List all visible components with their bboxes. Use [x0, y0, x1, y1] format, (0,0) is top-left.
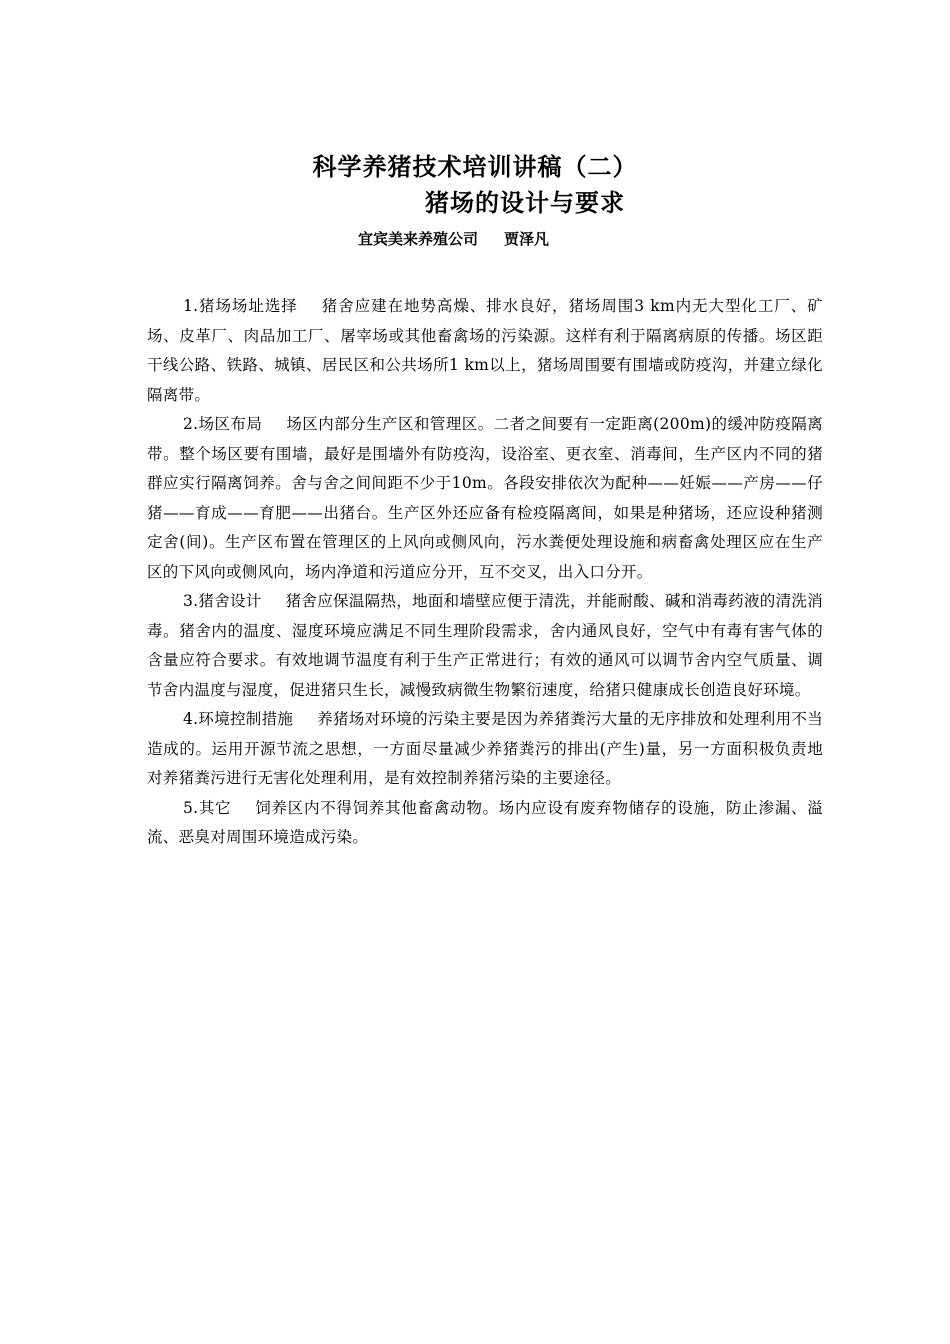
section-text: 养猪场对环境的污染主要是因为养猪粪污大量的无序排放和处理利用不当造成的。运用开源节流之思想，一方面尽量减少养猪粪污的排出(产生)量，另一方面积极负责地对养猪粪污进行无害化处理利用，是有效控制养猪污染的主要途径。 — [147, 710, 823, 787]
document-body — [147, 292, 823, 853]
section-heading: 5.其它 — [183, 798, 232, 817]
section-paragraph — [147, 794, 823, 853]
section-heading: 1.猪场场址选择 — [183, 297, 298, 315]
section-text: 猪舍应保温隔热，地面和墙壁应便于清洗，并能耐酸、碱和消毒药液的清洗消毒。猪舍内的温度、湿度环境应满足不同生理阶段需求，舍内通风良好，空气中有毒有害气体的含量应符合要求。有效地调节温度有利于生产正常进行；有效的通风可以调节舍内空气质量、调节舍内温度与湿度，促进猪只生长，减慢致病微生物繁衍速度，给猪只健康成长创造良好环境。 — [147, 592, 824, 699]
section-heading: 2.场区布局 — [183, 415, 263, 433]
document-subtitle: 猪场的设计与要求 — [425, 189, 625, 217]
organization-name: 宜宾美来养殖公司 — [358, 230, 479, 248]
document-title: 科学养猪技术培训讲稿（二） — [312, 153, 638, 181]
author-name: 贾泽凡 — [504, 230, 550, 248]
section-paragraph — [147, 587, 823, 705]
section-heading: 4.环境控制措施 — [183, 710, 294, 728]
section-heading: 3.猪舍设计 — [183, 592, 262, 610]
section-paragraph — [147, 705, 823, 794]
section-text: 猪舍应建在地势高燥、排水良好，猪场周围3 km内无大型化工厂、矿场、皮革厂、肉品加工厂、屠宰场或其他畜禽场的污染源。这样有利于隔离病原的传播。场区距干线公路、铁路、城镇、居民区和公共场所1 km以上，猪场周围要有围墙或防疫沟，并建立绿化隔离带。 — [147, 297, 823, 404]
section-text: 场区内部分生产区和管理区。二者之间要有一定距离(200m)的缓冲防疫隔离带。整个场区要有围墙，最好是围墙外有防疫沟，设浴室、更衣室、消毒间，生产区内不同的猪群应实行隔离饲养。舍与舍之间间距不少于10m。各段安排依次为配种——妊娠——产房——仔猪——育成——育肥——出猪台。生产区外还应备有检疫隔离间，如果是种猪场，还应设种猪测定舍(间)。生产区布置在管理区的上风向或侧风向，污水粪便处理设施和病畜禽处理区应在生产区的下风向或侧风向，场内净道和污道应分开，互不交叉，出入口分开。 — [147, 415, 823, 581]
byline — [358, 228, 549, 250]
section-paragraph — [147, 410, 823, 587]
section-text: 饲养区内不得饲养其他畜禽动物。场内应设有废弃物储存的设施，防止渗漏、溢流、恶臭对周围环境造成污染。 — [147, 798, 823, 846]
section-paragraph — [147, 292, 823, 410]
